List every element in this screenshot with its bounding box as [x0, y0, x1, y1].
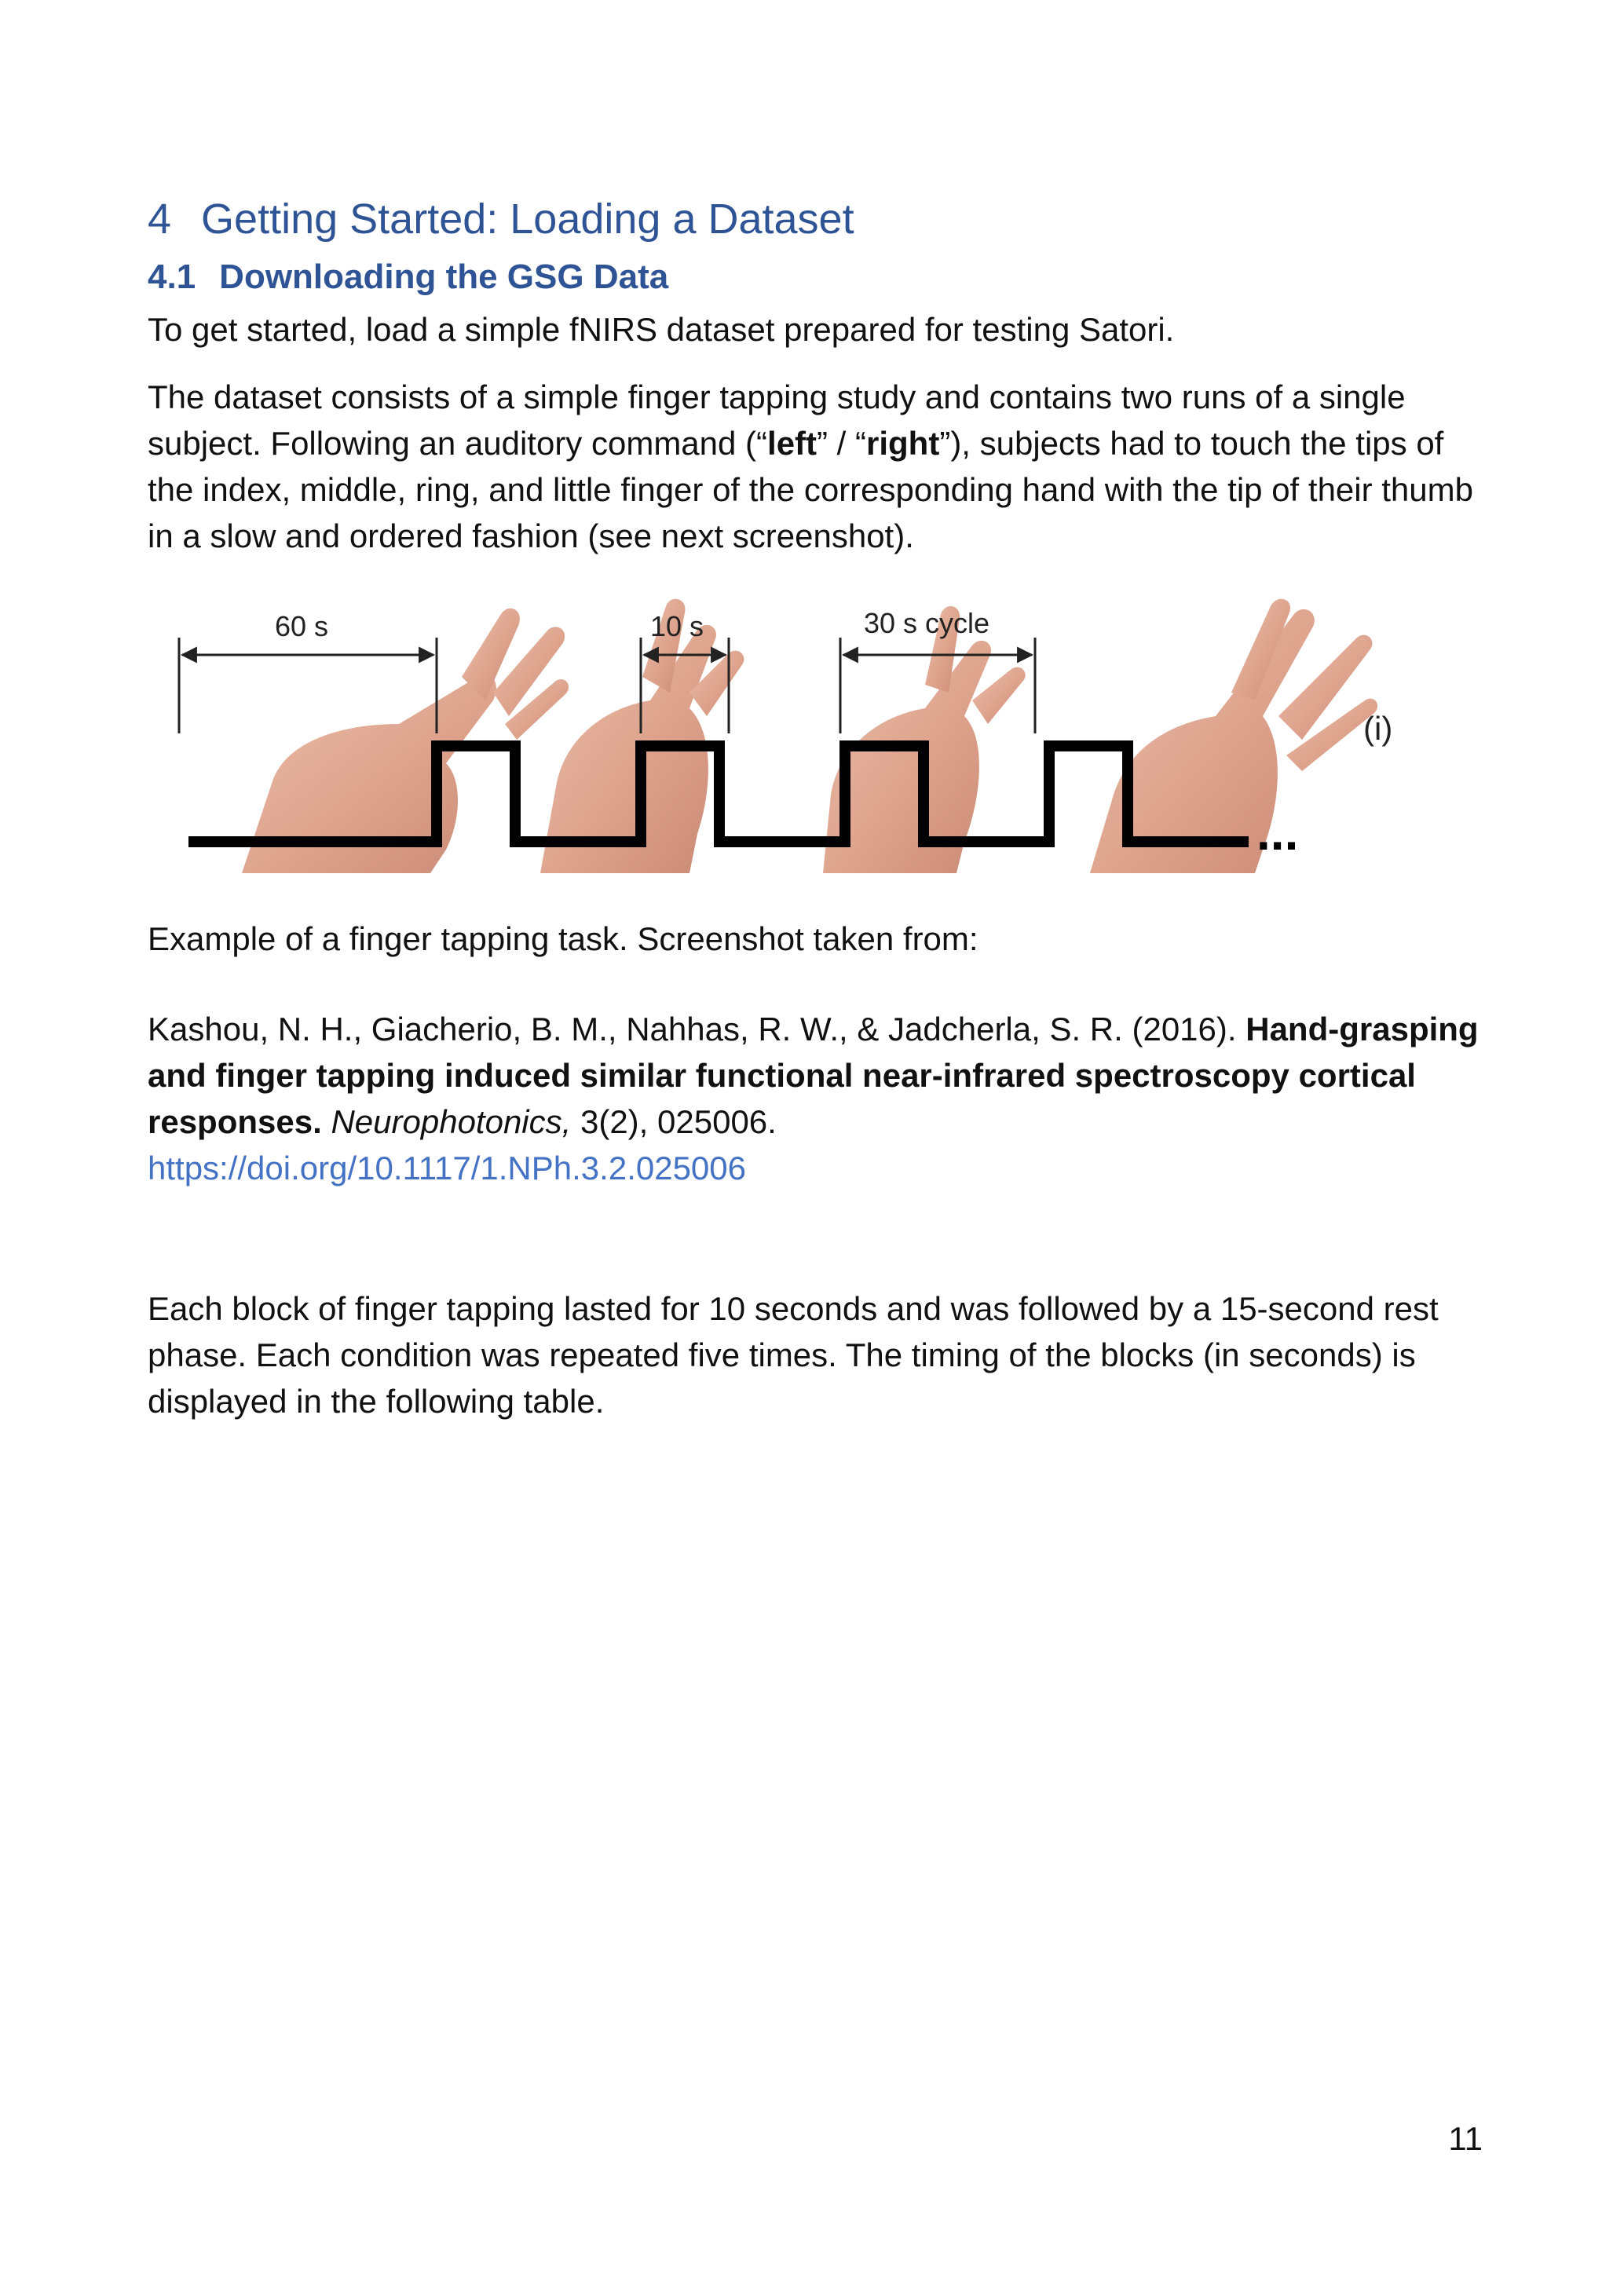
reference-authors: Kashou, N. H., Giacherio, B. M., Nahhas, R. W., & Jadcherla, S. R. (2016). [148, 1011, 1246, 1047]
finger-tapping-diagram [148, 583, 1404, 873]
subsection-title: Downloading the GSG Data [219, 258, 669, 296]
reference-citation [148, 1006, 1498, 1191]
description-text-2: ” / “ [817, 425, 867, 462]
description-text-3: ”), subjects had to touch the tips of the index, middle, ring, and little finger of the corresponding hand with the tip of their thumb in a slow and ordered fashion (see next screenshot). [148, 425, 1473, 554]
reference-journal: Neurophotonics, [331, 1103, 572, 1140]
description-paragraph [148, 374, 1498, 559]
section-title: Getting Started: Loading a Dataset [201, 196, 854, 243]
doi-link[interactable]: https://doi.org/10.1117/1.NPh.3.2.025006 [148, 1150, 747, 1186]
panel-label: (i) [1363, 710, 1393, 747]
reference-title: Hand-grasping and finger tapping induced similar functional near-infrared spectroscopy cortical responses. [148, 1011, 1479, 1140]
reference-details: 3(2), 025006. [571, 1103, 777, 1140]
intro-paragraph: To get started, load a simple fNIRS dataset prepared for testing Satori. [148, 311, 1175, 348]
label-10s: 10 s [650, 610, 704, 642]
label-30s-cycle: 30 s cycle [864, 607, 990, 639]
section-heading [148, 195, 854, 243]
description-right-bold: right [866, 425, 940, 462]
timing-paragraph: Each block of finger tapping lasted for 10 seconds and was followed by a 15-second rest phase. Each condition was repeated five times. The timing of the blocks (in seconds) is displayed in the following table. [148, 1290, 1439, 1420]
description-left-bold: left [767, 425, 817, 462]
subsection-heading [148, 258, 668, 297]
finger-tapping-figure [148, 583, 1404, 873]
description-text-1: The dataset consists of a simple finger tapping study and contains two runs of a single subject. Following an auditory command (“ [148, 378, 1406, 462]
timeline-ellipsis: ... [1256, 804, 1299, 861]
subsection-number: 4.1 [148, 258, 196, 296]
label-60s: 60 s [275, 610, 329, 642]
figure-caption: Example of a finger tapping task. Screenshot taken from: [148, 920, 978, 957]
section-number: 4 [148, 196, 172, 243]
page-number: 11 [1448, 2120, 1483, 2157]
